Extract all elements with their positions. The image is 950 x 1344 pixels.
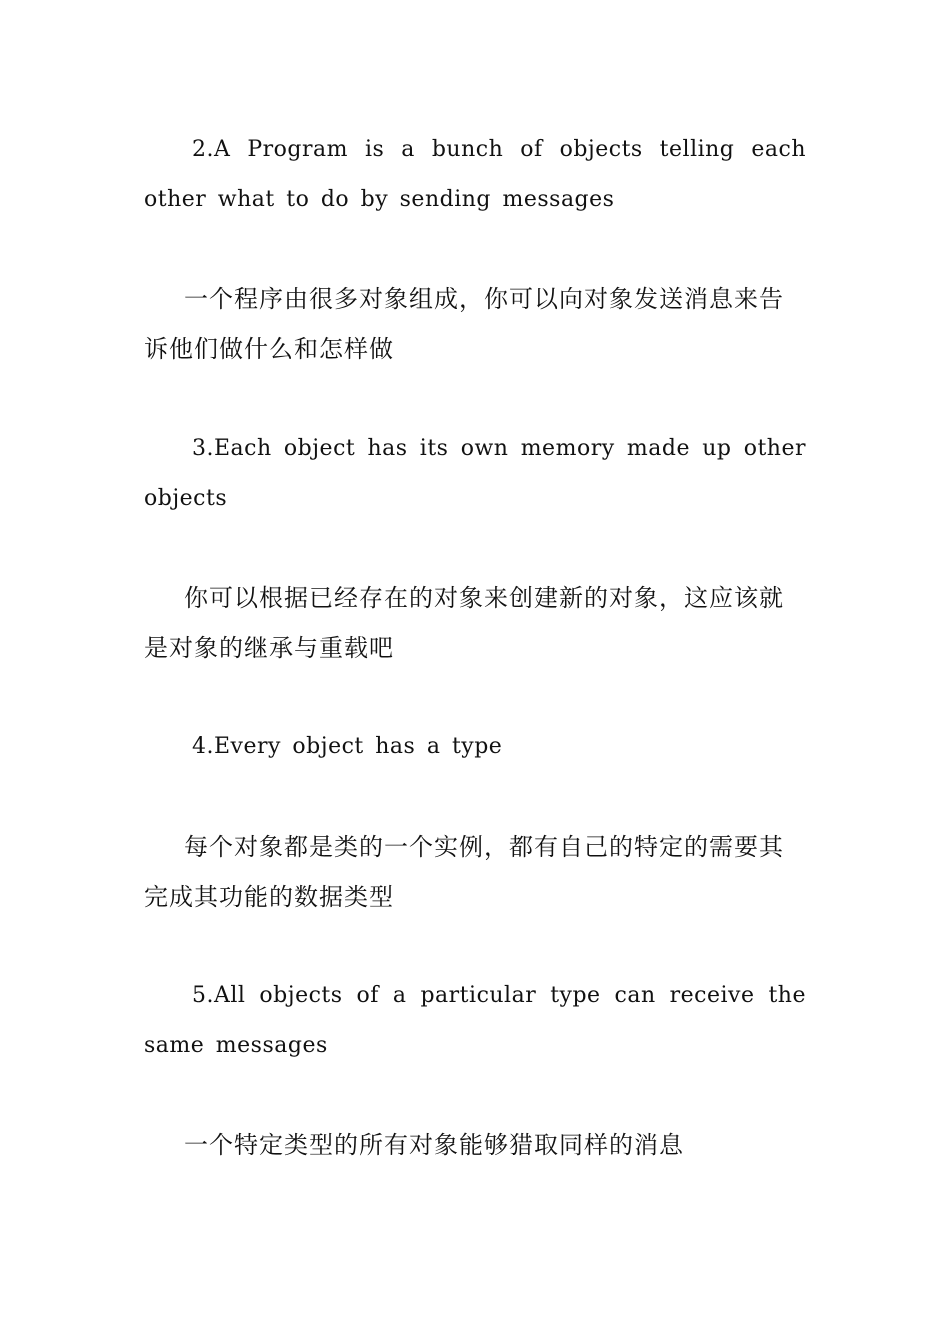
paragraph-point-4-english: 4.Every object has a type [192, 734, 503, 759]
paragraph-point-5-english: 5.All objects of a particular type can receive the same messages [144, 983, 806, 1058]
paragraph-point-2-english: 2.A Program is a bunch of objects telling each other what to do by sending messages [144, 137, 806, 212]
paragraph-point-2-chinese: 一个程序由很多对象组成，你可以向对象发送消息来告诉他们做什么和怎样做 [144, 285, 784, 363]
paragraph-point-4-chinese: 每个对象都是类的一个实例，都有自己的特定的需要其完成其功能的数据类型 [144, 833, 784, 911]
paragraph-point-5-chinese: 一个特定类型的所有对象能够猎取同样的消息 [184, 1131, 684, 1159]
paragraph-point-3-chinese: 你可以根据已经存在的对象来创建新的对象，这应该就是对象的继承与重载吧 [144, 584, 784, 662]
paragraph-point-3-english: 3.Each object has its own memory made up other objects [144, 436, 806, 511]
